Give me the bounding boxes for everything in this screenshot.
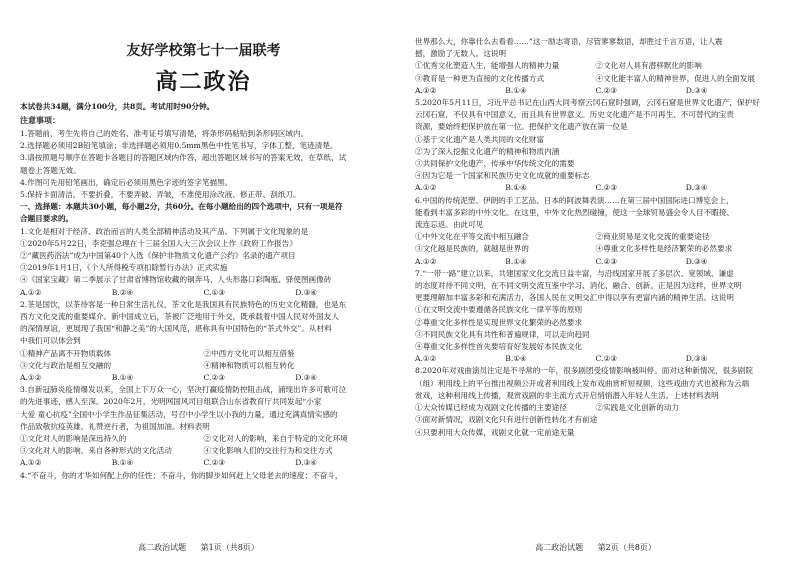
question-item: ④文化能丰富人的精神世界，促进人的全面发展 xyxy=(595,73,755,83)
answer-options xyxy=(415,353,776,365)
option-b: B.①④ xyxy=(505,85,527,95)
option-d: D.③④ xyxy=(685,85,708,95)
question-item: ①在文明交流中要遵循各民族文化一律平等的原则 xyxy=(415,305,583,315)
question-stem: 能看到丰富多彩的中外文化。在这里，中外文化热烈碰撞，使这一全球贸易盛会令人目不暇接、 xyxy=(415,207,734,217)
option-a: A.①② xyxy=(415,354,437,364)
question-items xyxy=(20,360,387,372)
question-item: ④尊重文化多样性首先要培育好发展好本民族文化 xyxy=(415,342,583,352)
footer-page-number: 第2页（共8页） xyxy=(597,543,656,552)
option-a: A.①② xyxy=(415,183,437,193)
option-b: B.①④ xyxy=(505,183,527,193)
notes-title: 注意事项： xyxy=(20,115,60,125)
question-stem: 5.2020年5月11日，习近平总书记在山西大同考察云冈石窟时强调，云冈石窟是世界文化遗产，保护好 xyxy=(415,98,760,108)
answer-options xyxy=(415,182,776,194)
option-c: C.②③ xyxy=(595,256,618,266)
option-b: B.①④ xyxy=(505,354,527,364)
question-item: ②尊重文化多样性是实现世界文化繁荣的必然要求 xyxy=(415,317,583,327)
answer-options xyxy=(20,457,387,469)
question-item: ①基于文化遗产是人类共同的文化财富 xyxy=(415,134,545,144)
option-b: B.①④ xyxy=(505,256,527,266)
option-c: C.②③ xyxy=(595,354,618,364)
option-a: A.①② xyxy=(415,85,437,95)
option-d: D.③④ xyxy=(295,373,318,383)
question-item: ②商业贸易是文化交流的重要途径 xyxy=(595,232,710,242)
question-item: ①文化对人的影响是深远持久的 xyxy=(20,434,127,444)
question-item: ②为了深入挖掘文化遗产的精神和物质内涵 xyxy=(415,146,560,156)
option-b: B.①④ xyxy=(111,373,134,383)
question-item: ④尊重文化多样性是经济繁荣的必然要求 xyxy=(595,244,733,254)
note-line: 3.请按照题号顺序在答题卡各题目的答题区域内作答，超出答题区域书写的答案无效，在草纸、试 xyxy=(20,153,347,163)
question-stem: 的先进事迹，感人至深。2020年2月，光明网国风司目组联合山东省教育厅共同发起“小家 xyxy=(20,397,322,407)
footer-subject: 高二政治试题 xyxy=(535,543,584,552)
option-c: C.②③ xyxy=(595,183,618,193)
exam-title: 友好学校第七十一届联考 xyxy=(126,43,281,59)
question-stem: 的深情厚谊，更展现了我国“和静之美”的大国风范，堪称具有中国特色的“茶式外交”。从材料 xyxy=(20,324,332,334)
question-stem: 8.2020年对戏曲演员注定是不寻常的一年，很多剧团受疫情影响被叫停。面对这种新情况，很多剧院 xyxy=(415,366,753,376)
option-d: D.③④ xyxy=(685,256,708,266)
question-stem: 7.“一带一路”建立以来，共建国家文化交流日益丰富，与沿线国家开展了多层次、宽领域、谦虚 xyxy=(415,268,734,278)
option-c: C.②③ xyxy=(203,373,226,383)
question-items xyxy=(20,445,387,457)
question-item: ④《国家宝藏》第二季展示了甘肃省博物馆收藏的铜奔马、人头形器口彩陶瓶、驿使图画像砖 xyxy=(20,275,332,285)
answer-options xyxy=(20,372,387,384)
option-d: D.③④ xyxy=(295,458,318,468)
question-item: ③文化越是民族的，就越是世界的 xyxy=(415,244,529,254)
note-line: 5.保持卡面清洁，不要折叠，不要弄破、弄皱，不准使用涂改液、修正带、刮纸刀。 xyxy=(20,190,301,200)
question-items xyxy=(415,73,776,85)
question-item: ①2020年5月22日，李克强总理在十三届全国人大三次会议上作《政府工作报告》 xyxy=(20,238,297,248)
question-item: ②实践是文化创新的动力 xyxy=(595,403,680,413)
question-item: ④精神和物质可以相互转化 xyxy=(203,360,295,370)
question-stem: 6.中国的传统泥塑、伊朗的手工艺品、日本的阿波舞表演……在第三届中国国际进口博览会上， xyxy=(415,195,734,205)
question-item: ④文化影响人们的交往行为和交往方式 xyxy=(203,446,333,456)
question-stem: 西方文化交流的重要媒介。新中国成立后，茶被广泛地用于外交，既承载着中国人民对外国友人 xyxy=(20,312,339,322)
question-item: ③教育是一种更为直接的文化传播方式 xyxy=(415,73,545,83)
question-stem: 更要理解加丰富多彩和充满活力，各国人民在文明交汇中得以享有更富内涵的精神生活。这说明 xyxy=(415,293,734,303)
answer-options xyxy=(20,287,387,299)
question-stem: 的态度对待不同文明，在不同文明交流互鉴中学习、消化、融合、创新。正是因为这样，世界文明 xyxy=(415,281,742,291)
question-stem: 世界那么大，你靠什么去看看……”这一励志寄语，尽管寥寥数语，却胜过千言万语，让人震 xyxy=(415,37,723,46)
question-stem: 云冈石窟，不仅具有中国意义，而且具有世界意义。历史文化遗产是不可再生、不可替代的宝贵 xyxy=(415,110,734,120)
question-item: ④因为它是一个国家和民族历史文化成就的重要标志 xyxy=(415,171,590,181)
question-item: ③不同民族文化具有共性和普遍规律，可以走向趋同 xyxy=(415,329,590,339)
option-b: B.②④ xyxy=(111,287,134,297)
page-footer xyxy=(0,542,397,553)
section-heading: 一、选择题：本题共30小题，每小题2分，共60分。在每小题给出的四个选项中，只有一项是符 xyxy=(20,202,343,212)
question-item: ①中外文化在平等交流中相互融合 xyxy=(415,232,529,242)
footer-subject: 高二政治试题 xyxy=(138,543,187,552)
question-item: ②文化对人的影响，来自于特定的文化环境 xyxy=(203,434,348,444)
question-stem: 赏戏，这种利用线上传播，观赏戏剧的非主流方式开启悄悄潜入年轻人生活。上述材料表明 xyxy=(415,390,719,400)
note-line: 4.作图可先用铅笔画出，确定后必须用黑色字迹的签字笔描黑。 xyxy=(20,177,233,187)
option-c: C.②③ xyxy=(595,85,618,95)
option-d: D.③④ xyxy=(295,287,318,297)
option-b: B.①④ xyxy=(111,458,134,468)
question-items xyxy=(20,348,387,360)
subject-title: 高二政治 xyxy=(155,69,252,95)
question-stem: 流连忘返。由此可见 xyxy=(415,220,484,230)
question-item: ③共同保护文化遗产、传承中华传统文化的需要 xyxy=(415,159,575,169)
question-item: ②中西方文化可以相互借鉴 xyxy=(203,348,295,358)
note-line: 题卷上答题无效。 xyxy=(20,165,81,175)
question-items xyxy=(415,243,776,255)
question-stem: 中我们可以体会到 xyxy=(20,336,81,346)
question-items xyxy=(415,231,776,243)
option-a: A.①② xyxy=(20,373,42,383)
option-d: D.③④ xyxy=(685,354,708,364)
question-items xyxy=(415,402,776,414)
question-stem: 大爱 童心抗疫”全国中小学生作品征集活动，号召中小学生以小我的力量，通过充满真情实感的 xyxy=(20,409,338,419)
question-stem: 3.自新冠肺炎疫情爆发以来，全国上下万众一心，坚决打赢疫情防控阻击战，涌现出许多可歌可泣 xyxy=(20,385,347,395)
question-item: ③文化对人的影响，来自各种形式的文化活动 xyxy=(20,446,172,456)
question-stem: 4.“不奋斗，你的才华如何配上你的任性；不奋斗，你的脚步如何赶上父母老去的速度；不奋斗， xyxy=(20,470,343,480)
question-stem: 资源，要始终把保护放在第一位。把保护文化遗产放在第一位是 xyxy=(415,122,628,132)
question-item: ②“藏医药浴法”成为中国第40个入选《保护非物质文化遗产公约》名录的遗产项目 xyxy=(20,251,296,261)
question-item: ③文化与政治是相互交融的 xyxy=(20,360,112,370)
section-heading: 合题目要求的。 xyxy=(20,214,74,224)
question-stem: （组）利用线上的平台推出视频公开或者利用线上发布戏曲赏析短视频，这些戏曲方式也被称为云端 xyxy=(415,378,750,388)
answer-options xyxy=(415,256,776,268)
option-d: D.③④ xyxy=(685,183,708,193)
page-footer xyxy=(397,542,794,553)
question-item: ③面对新情况，戏剧文化只有进行创新性转化才有前途 xyxy=(415,415,598,425)
question-item: ①大众传媒已经成为戏剧文化传播的主要途径 xyxy=(415,403,567,413)
note-line: 2.选择题必须用2B铅笔填涂；非选择题必须用0.5mm黑色中性笔书写，字体工整，笔迹清楚。 xyxy=(20,141,338,151)
question-stem: 作品致敬抗疫英雄，礼赞逆行者，为祖国加油。材料表明 xyxy=(20,421,210,431)
question-stem: 1.文化是相对于经济、政治而言的人类全部精神活动及其产品。下列属于文化现象的是 xyxy=(20,226,309,236)
question-item: ②文化对人具有潜移默化的影响 xyxy=(595,61,702,71)
option-a: A.①② xyxy=(20,458,42,468)
option-a: A.①② xyxy=(415,256,437,266)
footer-page-number: 第1页（共8页） xyxy=(200,543,259,552)
question-items xyxy=(20,433,387,445)
question-item: ①优秀文化塑造人生，能增强人的精神力量 xyxy=(415,61,560,71)
question-stem: 撼，激励了无数人。这说明 xyxy=(415,49,507,59)
answer-options xyxy=(415,85,776,97)
question-items xyxy=(415,60,776,72)
option-c: C.②③ xyxy=(203,458,226,468)
option-c: C.①③ xyxy=(203,287,226,297)
note-line: 1.答题前，考生先将自己的姓名、准考证号填写清楚，将条形码粘贴到条形码区域内。 xyxy=(20,129,309,138)
question-stem: 2.茶是国饮，以茶待客是一种日常生活礼仪，茶文化是我国具有民族特色的历史文化精髓，也是东 xyxy=(20,299,347,309)
exam-meta: 本试卷共34题，满分100分，共8页。考试用时90分钟。 xyxy=(20,102,215,111)
question-item: ③2019年1月1日，《个人所得税专项扣除暂行办法》正式实施 xyxy=(20,263,228,273)
exam-page-2 xyxy=(397,0,794,561)
question-item: ①精神产品离不开物质载体 xyxy=(20,348,112,358)
option-a: A.①② xyxy=(20,287,42,297)
question-item: ④只要利用大众传媒，戏剧文化就一定前途无量 xyxy=(415,427,575,437)
